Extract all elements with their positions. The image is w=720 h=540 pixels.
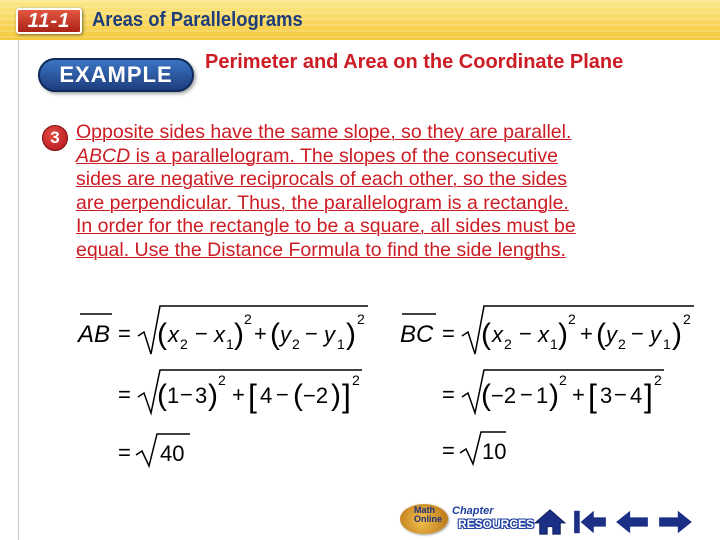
svg-text:=: = — [442, 321, 455, 346]
svg-text:−: − — [180, 382, 193, 407]
ab-length: 40 — [160, 441, 185, 466]
svg-text:2: 2 — [218, 372, 226, 388]
chapter-label: Chapter — [452, 505, 494, 517]
svg-text:2: 2 — [357, 311, 365, 327]
svg-text:2: 2 — [244, 311, 252, 327]
svg-text:=: = — [442, 382, 455, 407]
ab-result — [118, 434, 190, 466]
svg-text:(: ( — [293, 379, 303, 412]
step-number-badge: 3 — [42, 125, 68, 151]
svg-text:): ) — [558, 318, 568, 351]
svg-text:2: 2 — [292, 336, 300, 352]
previous-icon[interactable] — [612, 508, 652, 536]
svg-text:1: 1 — [536, 383, 549, 408]
svg-text:3: 3 — [195, 383, 208, 408]
svg-text:1: 1 — [663, 336, 671, 352]
example-title: Perimeter and Area on the Coordinate Plane — [205, 51, 624, 73]
svg-text:−2: −2 — [491, 383, 517, 408]
ab-distance-formula — [76, 306, 368, 354]
step-line: equal. Use the Distance Formula to find the side lengths. — [76, 238, 566, 261]
svg-text:−: − — [631, 321, 644, 346]
svg-text:y: y — [280, 322, 291, 347]
svg-text:2: 2 — [568, 311, 576, 327]
svg-text:x: x — [492, 322, 503, 347]
svg-text:[: [ — [248, 378, 257, 414]
lesson-number-badge: 11-1 — [16, 8, 82, 34]
svg-text:[: [ — [588, 378, 597, 414]
lesson-title: Areas of Parallelograms — [92, 9, 303, 31]
svg-text:(: ( — [481, 318, 491, 351]
svg-text:(: ( — [157, 379, 167, 412]
svg-text:=: = — [442, 438, 455, 463]
svg-text:y: y — [606, 322, 617, 347]
svg-text:+: + — [572, 382, 585, 407]
svg-text:4: 4 — [630, 383, 643, 408]
svg-text:−2: −2 — [303, 383, 329, 408]
svg-text:): ) — [208, 379, 218, 412]
bc-distance-formula — [400, 306, 694, 354]
bc-substitution — [442, 370, 664, 414]
next-icon[interactable] — [654, 508, 696, 536]
svg-text:−: − — [305, 321, 318, 346]
bc-result — [442, 432, 506, 464]
svg-text:−: − — [276, 382, 289, 407]
svg-text:x: x — [538, 322, 549, 347]
svg-text:2: 2 — [683, 311, 691, 327]
svg-text:2: 2 — [654, 372, 662, 388]
svg-text:(: ( — [596, 318, 606, 351]
svg-text:(: ( — [157, 318, 167, 351]
svg-text:): ) — [549, 379, 559, 412]
svg-text:2: 2 — [352, 372, 360, 388]
svg-text:x: x — [168, 322, 179, 347]
svg-text:(: ( — [270, 318, 280, 351]
resources-label: RESOURCES — [458, 517, 535, 531]
svg-text:2: 2 — [559, 372, 567, 388]
svg-text:]: ] — [644, 378, 653, 414]
home-icon[interactable] — [532, 508, 568, 536]
svg-text:1: 1 — [550, 336, 558, 352]
svg-text:y: y — [650, 322, 661, 347]
svg-text:): ) — [672, 318, 682, 351]
svg-text:1: 1 — [337, 336, 345, 352]
ab-substitution — [118, 370, 362, 414]
svg-text:4: 4 — [260, 383, 273, 408]
step-line: sides are negative reciprocals of each other, so the sides — [76, 168, 568, 190]
svg-text:1: 1 — [167, 383, 180, 408]
svg-text:2: 2 — [618, 336, 626, 352]
svg-text:(: ( — [481, 379, 491, 412]
step-line: Opposite sides have the same slope, so they are parallel. — [76, 121, 572, 143]
step-line: is a parallelogram. The slopes of the consecutive — [130, 144, 558, 167]
chapter-resources-button[interactable] — [452, 505, 535, 533]
svg-text:+: + — [254, 321, 267, 346]
svg-text:−: − — [520, 382, 533, 407]
math-online-label: Math Online — [414, 505, 443, 524]
svg-text:): ) — [234, 318, 244, 351]
svg-text:=: = — [118, 321, 131, 346]
svg-text:2: 2 — [504, 336, 512, 352]
svg-text:−: − — [195, 321, 208, 346]
first-slide-icon[interactable] — [570, 508, 610, 536]
bc-length: 10 — [482, 439, 507, 464]
svg-text:1: 1 — [226, 336, 234, 352]
svg-text:): ) — [331, 379, 341, 412]
segment-label: BC — [400, 321, 434, 348]
svg-text:]: ] — [342, 378, 351, 414]
example-badge: EXAMPLE — [38, 58, 194, 92]
svg-text:2: 2 — [180, 336, 188, 352]
svg-text:): ) — [346, 318, 356, 351]
segment-label: AB — [78, 321, 111, 348]
svg-text:−: − — [614, 382, 627, 407]
step-line: In order for the rectangle to be a square, all sides must be — [76, 215, 576, 237]
svg-text:y: y — [324, 322, 335, 347]
step-figure-name: ABCD — [76, 144, 131, 167]
svg-text:−: − — [519, 321, 532, 346]
svg-text:3: 3 — [600, 383, 613, 408]
svg-text:x: x — [214, 322, 225, 347]
svg-text:+: + — [580, 321, 593, 346]
svg-text:+: + — [232, 382, 245, 407]
svg-text:=: = — [118, 382, 131, 407]
step-line: are perpendicular. Thus, the parallelogram is a rectangle. — [76, 191, 569, 214]
svg-text:=: = — [118, 440, 131, 465]
